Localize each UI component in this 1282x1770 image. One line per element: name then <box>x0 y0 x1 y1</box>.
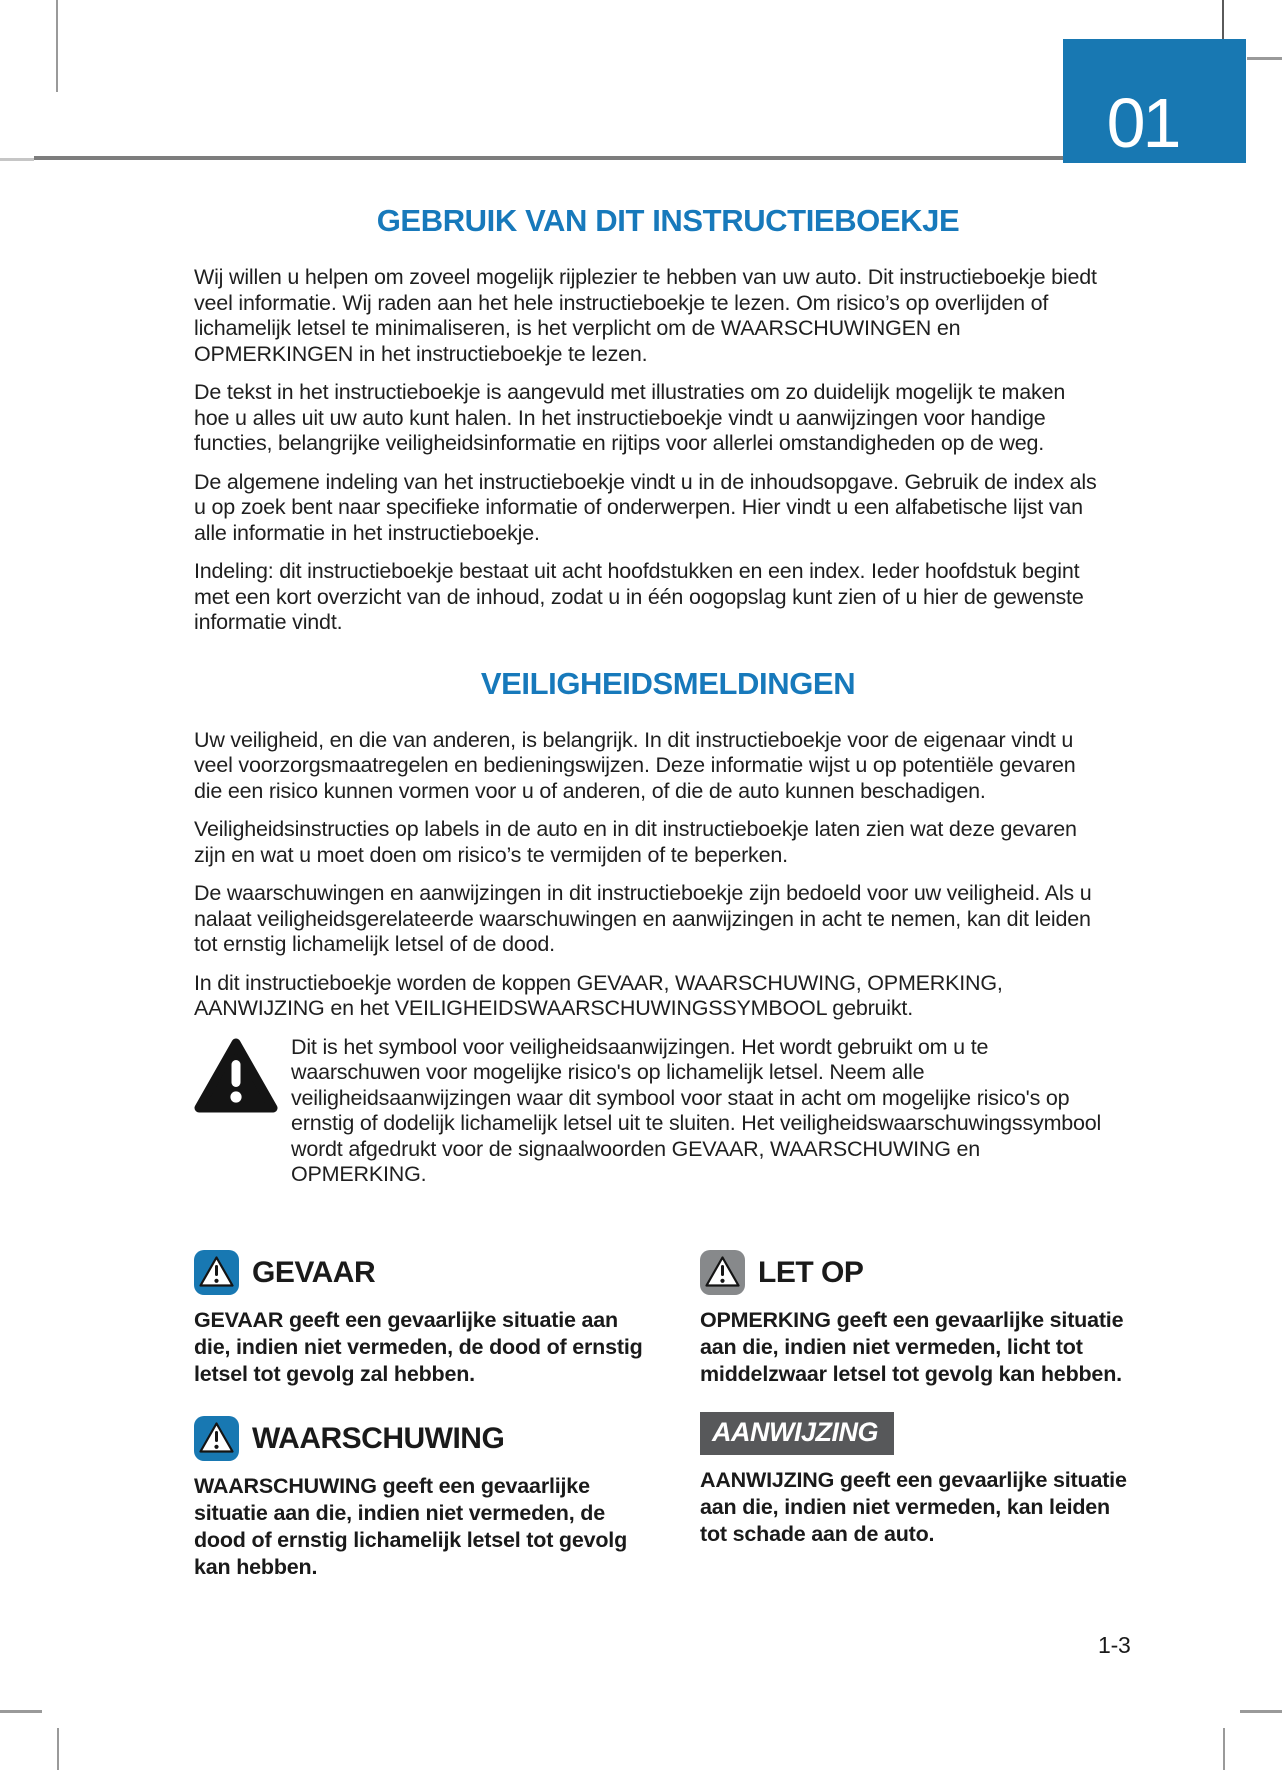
callout-aanwijzing-text: AANWIJZING geeft een gevaarlijke situatie aan die, indien niet vermeden, kan leiden tot schade aan de auto. <box>700 1468 1127 1546</box>
intro-paragraph-1: Wij willen u helpen om zoveel mogelijk rijplezier te hebben van uw auto. Dit instructieboekje biedt veel informatie. Wij raden aan het hele instructieboekje te lezen. Om risico’s op overlijden of lichamelijk letsel te minimaliseren, is het verplicht om de WAARSCHUWINGEN en OPMERKINGEN in het instructieboekje te lezen. <box>194 265 1097 366</box>
crop-mark-top-left <box>56 0 58 92</box>
page-content <box>194 0 1142 1188</box>
callouts-left-column <box>194 1250 646 1581</box>
intro-paragraph-3: De algemene indeling van het instructieboekje vindt u in de inhoudsopgave. Gebruik de index als u op zoek bent naar specifieke informatie of onderwerpen. Hier vindt u een alfabetische lijst van alle informatie in het instructieboekje. <box>194 469 1097 545</box>
intro-paragraph-4: Indeling: dit instructieboekje bestaat uit acht hoofdstukken en een index. Ieder hoofdstuk begint met een kort overzicht van de inhoud, zodat u in één oogopslag kunt zien of u hier de gewenste informatie vindt. <box>194 559 1084 634</box>
chapter-number: 01 <box>1106 84 1179 162</box>
intro-paragraph-2: De tekst in het instructieboekje is aangevuld met illustraties om zo duidelijk mogelijk te maken hoe u alles uit uw auto kunt halen. In het instructieboekje vindt u aanwijzingen voor handige functies, belangrijke veiligheidsinformatie en rijtips voor allerlei omstandigheden op de weg. <box>194 380 1066 455</box>
callout-gevaar-label: GEVAAR <box>252 1255 376 1289</box>
callout-letop-label: LET OP <box>758 1255 864 1289</box>
callout-waarschuwing-header <box>194 1416 646 1461</box>
safety-paragraph-1: Uw veiligheid, en die van anderen, is belangrijk. In dit instructieboekje voor de eigenaar vindt u veel voorzorgsmaatregelen en bedieningswijzen. Deze informatie wijst u op potentiële gevaren die een risico kunnen vormen voor u of anderen, of die de auto kunnen beschadigen. <box>194 727 1076 803</box>
callout-gevaar-header <box>194 1250 646 1295</box>
callout-aanwijzing <box>700 1412 1140 1548</box>
crop-mark-bottom-right-v <box>1223 1728 1225 1770</box>
crop-mark-left <box>0 158 34 161</box>
callout-gevaar <box>194 1250 646 1388</box>
notice-badge <box>700 1412 894 1455</box>
callout-waarschuwing <box>194 1416 646 1581</box>
callout-waarschuwing-label: WAARSCHUWING <box>252 1421 505 1455</box>
signal-word-callouts <box>194 1250 1142 1581</box>
danger-warning-triangle-icon <box>194 1250 239 1295</box>
warning-triangle-icon <box>194 1037 278 1115</box>
callout-waarschuwing-text: WAARSCHUWING geeft een gevaarlijke situatie aan die, indien niet vermeden, de dood of ernstig lichamelijk letsel tot gevolg kan hebben. <box>194 1474 628 1579</box>
caution-warning-triangle-icon <box>700 1250 745 1295</box>
section-title-gebruik: GEBRUIK VAN DIT INSTRUCTIEBOEKJE <box>376 203 960 238</box>
crop-mark-bottom-left-h <box>0 1710 42 1713</box>
safety-paragraph-3: De waarschuwingen en aanwijzingen in dit instructieboekje zijn bedoeld voor uw veiligheid. Als u nalaat veiligheidsgerelateerde waarschuwingen en aanwijzingen in acht te nemen, kan dit leiden tot ernstig lichamelijk letsel of de dood. <box>194 881 1092 956</box>
warning-warning-triangle-icon <box>194 1416 239 1461</box>
safety-symbol-block <box>194 1035 1142 1188</box>
callouts-right-column <box>700 1250 1140 1581</box>
callout-letop <box>700 1250 1140 1388</box>
safety-symbol-note: Dit is het symbool voor veiligheidsaanwijzingen. Het wordt gebruikt om u te waarschuwen voor mogelijke risico's op lichamelijk letsel. Neem alle veiligheidsaanwijzingen waar dit symbool voor staat in acht om mogelijke risico's op ernstig of dodelijk lichamelijk letsel uit te sluiten. Het veiligheidswaarschuwingssymbool wordt afgedrukt voor de signaalwoorden GEVAAR, WAARSCHUWING en OPMERKING. <box>291 1034 1102 1186</box>
section-title-veiligheidsmeldingen: VEILIGHEIDSMELDINGEN <box>480 665 856 701</box>
safety-paragraph-2: Veiligheidsinstructies op labels in de auto en in dit instructieboekje laten zien wat deze gevaren zijn en wat u moet doen om risico’s te vermijden of te beperken. <box>194 817 1077 867</box>
crop-mark-bottom-left-v <box>57 1728 59 1770</box>
page-number: 1-3 <box>1098 1632 1131 1658</box>
crop-mark-bottom-right-h <box>1240 1710 1282 1713</box>
callout-aanwijzing-label: AANWIJZING <box>712 1417 878 1447</box>
callout-gevaar-text: GEVAAR geeft een gevaarlijke situatie aan die, indien niet vermeden, de dood of ernstig letsel tot gevolg zal hebben. <box>194 1308 643 1386</box>
callout-letop-header <box>700 1250 1140 1295</box>
callout-letop-text: OPMERKING geeft een gevaarlijke situatie aan die, indien niet vermeden, licht tot middelzwaar letsel tot gevolg kan hebben. <box>700 1308 1124 1386</box>
crop-mark-right <box>1247 57 1282 60</box>
safety-paragraph-4: In dit instructieboekje worden de koppen GEVAAR, WAARSCHUWING, OPMERKING, AANWIJZING en het VEILIGHEIDSWAARSCHUWINGSSYMBOOL gebruikt. <box>194 970 1003 1020</box>
